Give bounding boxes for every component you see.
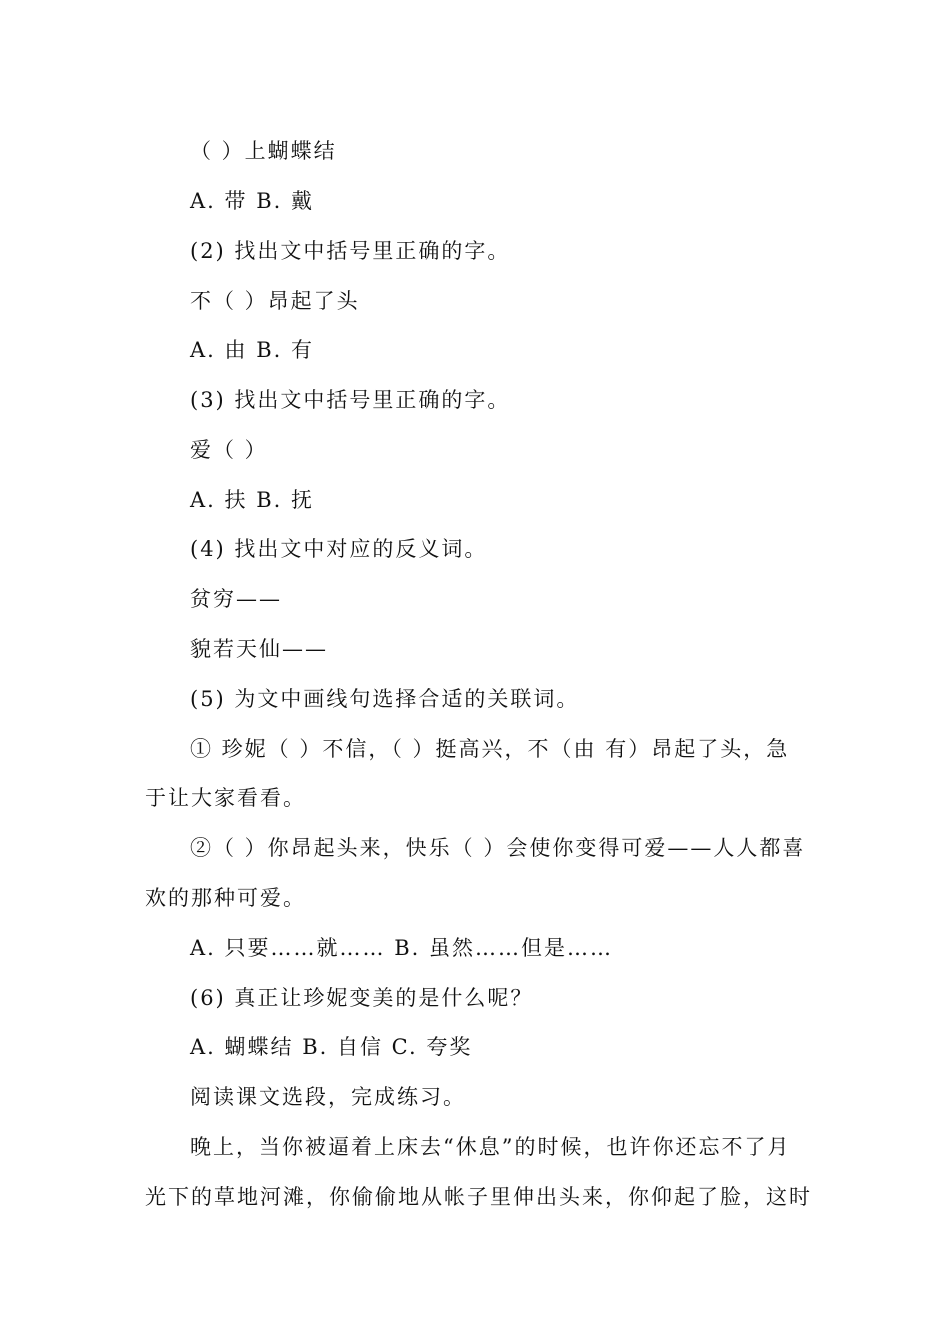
question-heading: (6) 真正让珍妮变美的是什么呢？ — [190, 986, 534, 1010]
question-fill-blank: 爱（ ） — [190, 438, 268, 462]
sentence-continuation: 于让大家看看。 — [145, 786, 306, 810]
antonym-item: 貌若天仙—— — [190, 637, 328, 661]
question-heading: (3) 找出文中括号里正确的字。 — [190, 388, 511, 412]
passage-line: 光下的草地河滩，你偷偷地从帐子里伸出头来，你仰起了脸，这时 — [145, 1185, 812, 1209]
question-heading: (4) 找出文中对应的反义词。 — [190, 537, 488, 561]
answer-options: A. 扶 B. 抚 — [190, 488, 314, 512]
antonym-item: 贫穷—— — [190, 587, 282, 611]
section-instruction: 阅读课文选段，完成练习。 — [190, 1085, 466, 1109]
question-fill-blank: （ ）上蝴蝶结 — [190, 139, 337, 163]
answer-options: A. 由 B. 有 — [190, 338, 314, 362]
question-fill-blank: 不（ ）昂起了头 — [190, 289, 360, 313]
passage-line: 晚上，当你被逼着上床去“休息”的时候，也许你还忘不了月 — [190, 1135, 791, 1159]
question-heading: (5) 为文中画线句选择合适的关联词。 — [190, 687, 580, 711]
sentence-continuation: 欢的那种可爱。 — [145, 886, 306, 910]
answer-options: A. 蝴蝶结 B. 自信 C. 夸奖 — [190, 1035, 473, 1059]
sentence-item: ① 珍妮（ ）不信，（ ）挺高兴，不（由 有）昂起了头，急 — [190, 737, 790, 761]
answer-options: A. 只要……就…… B. 虽然……但是…… — [190, 936, 613, 960]
sentence-item: ②（ ）你昂起头来，快乐（ ）会使你变得可爱——人人都喜 — [190, 836, 806, 860]
question-heading: (2) 找出文中括号里正确的字。 — [190, 239, 511, 263]
answer-options: A. 带 B. 戴 — [190, 189, 314, 213]
